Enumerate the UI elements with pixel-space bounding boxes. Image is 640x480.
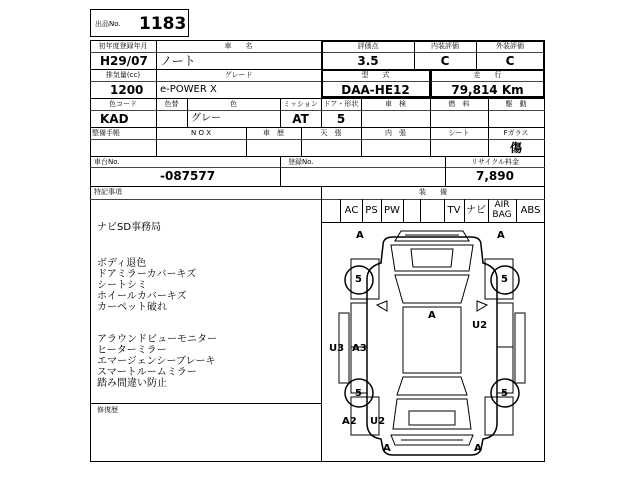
equipment-title: 装 備: [419, 188, 447, 196]
damage-mark: 5: [355, 274, 362, 285]
lot-number-label: 出品No.: [95, 20, 121, 28]
remark-line: ボディ退色: [97, 258, 147, 269]
model-label: 型 式: [361, 71, 390, 79]
recycle-value: 7,890: [476, 169, 514, 183]
displacement-value: 1200: [110, 83, 144, 97]
displacement-label: 排気量(cc): [105, 71, 141, 79]
lot-number-value: 1183: [139, 14, 187, 34]
remark-line: スマートルームミラー: [97, 367, 197, 378]
car-name-label: 車 名: [224, 42, 253, 50]
sunroof-label: 天 張: [320, 129, 342, 137]
damage-mark: U2: [370, 416, 386, 427]
repair-history-title: 修復歴: [97, 406, 118, 414]
damage-mark: A: [497, 230, 505, 241]
equipment-ps: PS: [365, 205, 378, 216]
nox-label: N O X: [191, 129, 211, 137]
damage-mark: A2: [342, 416, 357, 427]
f-glass-value: 傷: [509, 141, 522, 155]
remark-line: ヒーターミラー: [97, 345, 167, 356]
color-value: グレー: [191, 113, 221, 124]
remark-line: 踏み間違い防止: [97, 378, 167, 389]
damage-mark: A: [474, 443, 482, 454]
transmission-value: AT: [292, 112, 309, 126]
f-glass-label: Fガラス: [503, 129, 529, 137]
drive-label: 駆 動: [505, 100, 527, 108]
remark-line: アラウンドビューモニター: [97, 334, 217, 345]
damage-mark: A: [356, 230, 364, 241]
history-label: 車 歴: [263, 129, 284, 137]
damage-mark: A: [428, 310, 436, 321]
doors-value: 5: [336, 112, 346, 126]
exterior-label: 外装評価: [496, 42, 524, 50]
remark-line: エマージェンシーブレーキ: [97, 356, 216, 367]
car-name-value: ノート: [160, 54, 196, 68]
reg-no-label: 登録No.: [288, 158, 314, 166]
damage-mark: U3: [329, 343, 345, 354]
doors-label: ドア・形状: [323, 100, 359, 108]
color-replace-label: 色替: [164, 100, 179, 108]
transmission-label: ミッション: [283, 100, 318, 108]
remark-line: ドアミラーカバーキズ: [97, 269, 197, 280]
equipment-navi: ナビ: [466, 205, 486, 216]
damage-mark: 5: [355, 388, 362, 399]
score-value: 3.5: [357, 54, 379, 68]
mileage-label: 走 行: [473, 71, 502, 79]
grade-value: e-POWER X: [160, 84, 217, 95]
interior-label: 内装評価: [431, 42, 459, 50]
chassis-label: 車台No.: [94, 158, 120, 166]
grade-label: グレード: [224, 71, 253, 79]
fuel-label: 燃 料: [448, 100, 470, 108]
color-code-label: 色コード: [109, 100, 137, 108]
remark-line: カーペット破れ: [97, 302, 167, 313]
exterior-value: C: [505, 54, 515, 68]
seat-label: シート: [448, 129, 470, 137]
damage-mark: A3: [352, 343, 367, 354]
color-label: 色: [230, 100, 237, 108]
recycle-label: リサイクル料金: [470, 158, 520, 166]
damage-mark: 5: [501, 274, 508, 285]
damage-mark: 5: [501, 388, 508, 399]
equipment-abs: ABS: [520, 205, 541, 216]
manual-label: 整備手帳: [92, 129, 120, 137]
equipment-ac: AC: [344, 205, 359, 216]
remark-line: ナビSD事務局: [97, 222, 162, 233]
first-reg-label: 初年度登録年月: [98, 42, 148, 50]
damage-mark: A: [383, 443, 391, 454]
lot-number-box: [90, 9, 189, 37]
chassis-value: -087577: [160, 169, 216, 183]
interior-value: C: [440, 54, 450, 68]
remarks-title: 特記事項: [94, 188, 122, 196]
damage-mark: U2: [472, 320, 488, 331]
equipment-airbag: AIR BAG: [492, 200, 512, 220]
remark-line: シートシミ: [97, 280, 147, 291]
remark-line: ホイールカバーキズ: [97, 291, 187, 302]
score-label: 評価点: [357, 42, 379, 50]
interior-state-label: 内 張: [385, 129, 406, 137]
first-reg-value: H29/07: [100, 54, 148, 68]
equipment-pw: PW: [384, 205, 400, 216]
color-code-value: KAD: [100, 112, 129, 126]
model-value: DAA-HE12: [341, 83, 410, 97]
mileage-value: 79,814 Km: [451, 83, 524, 97]
inspection-label: 車 検: [385, 100, 406, 108]
equipment-tv: TV: [447, 205, 461, 216]
